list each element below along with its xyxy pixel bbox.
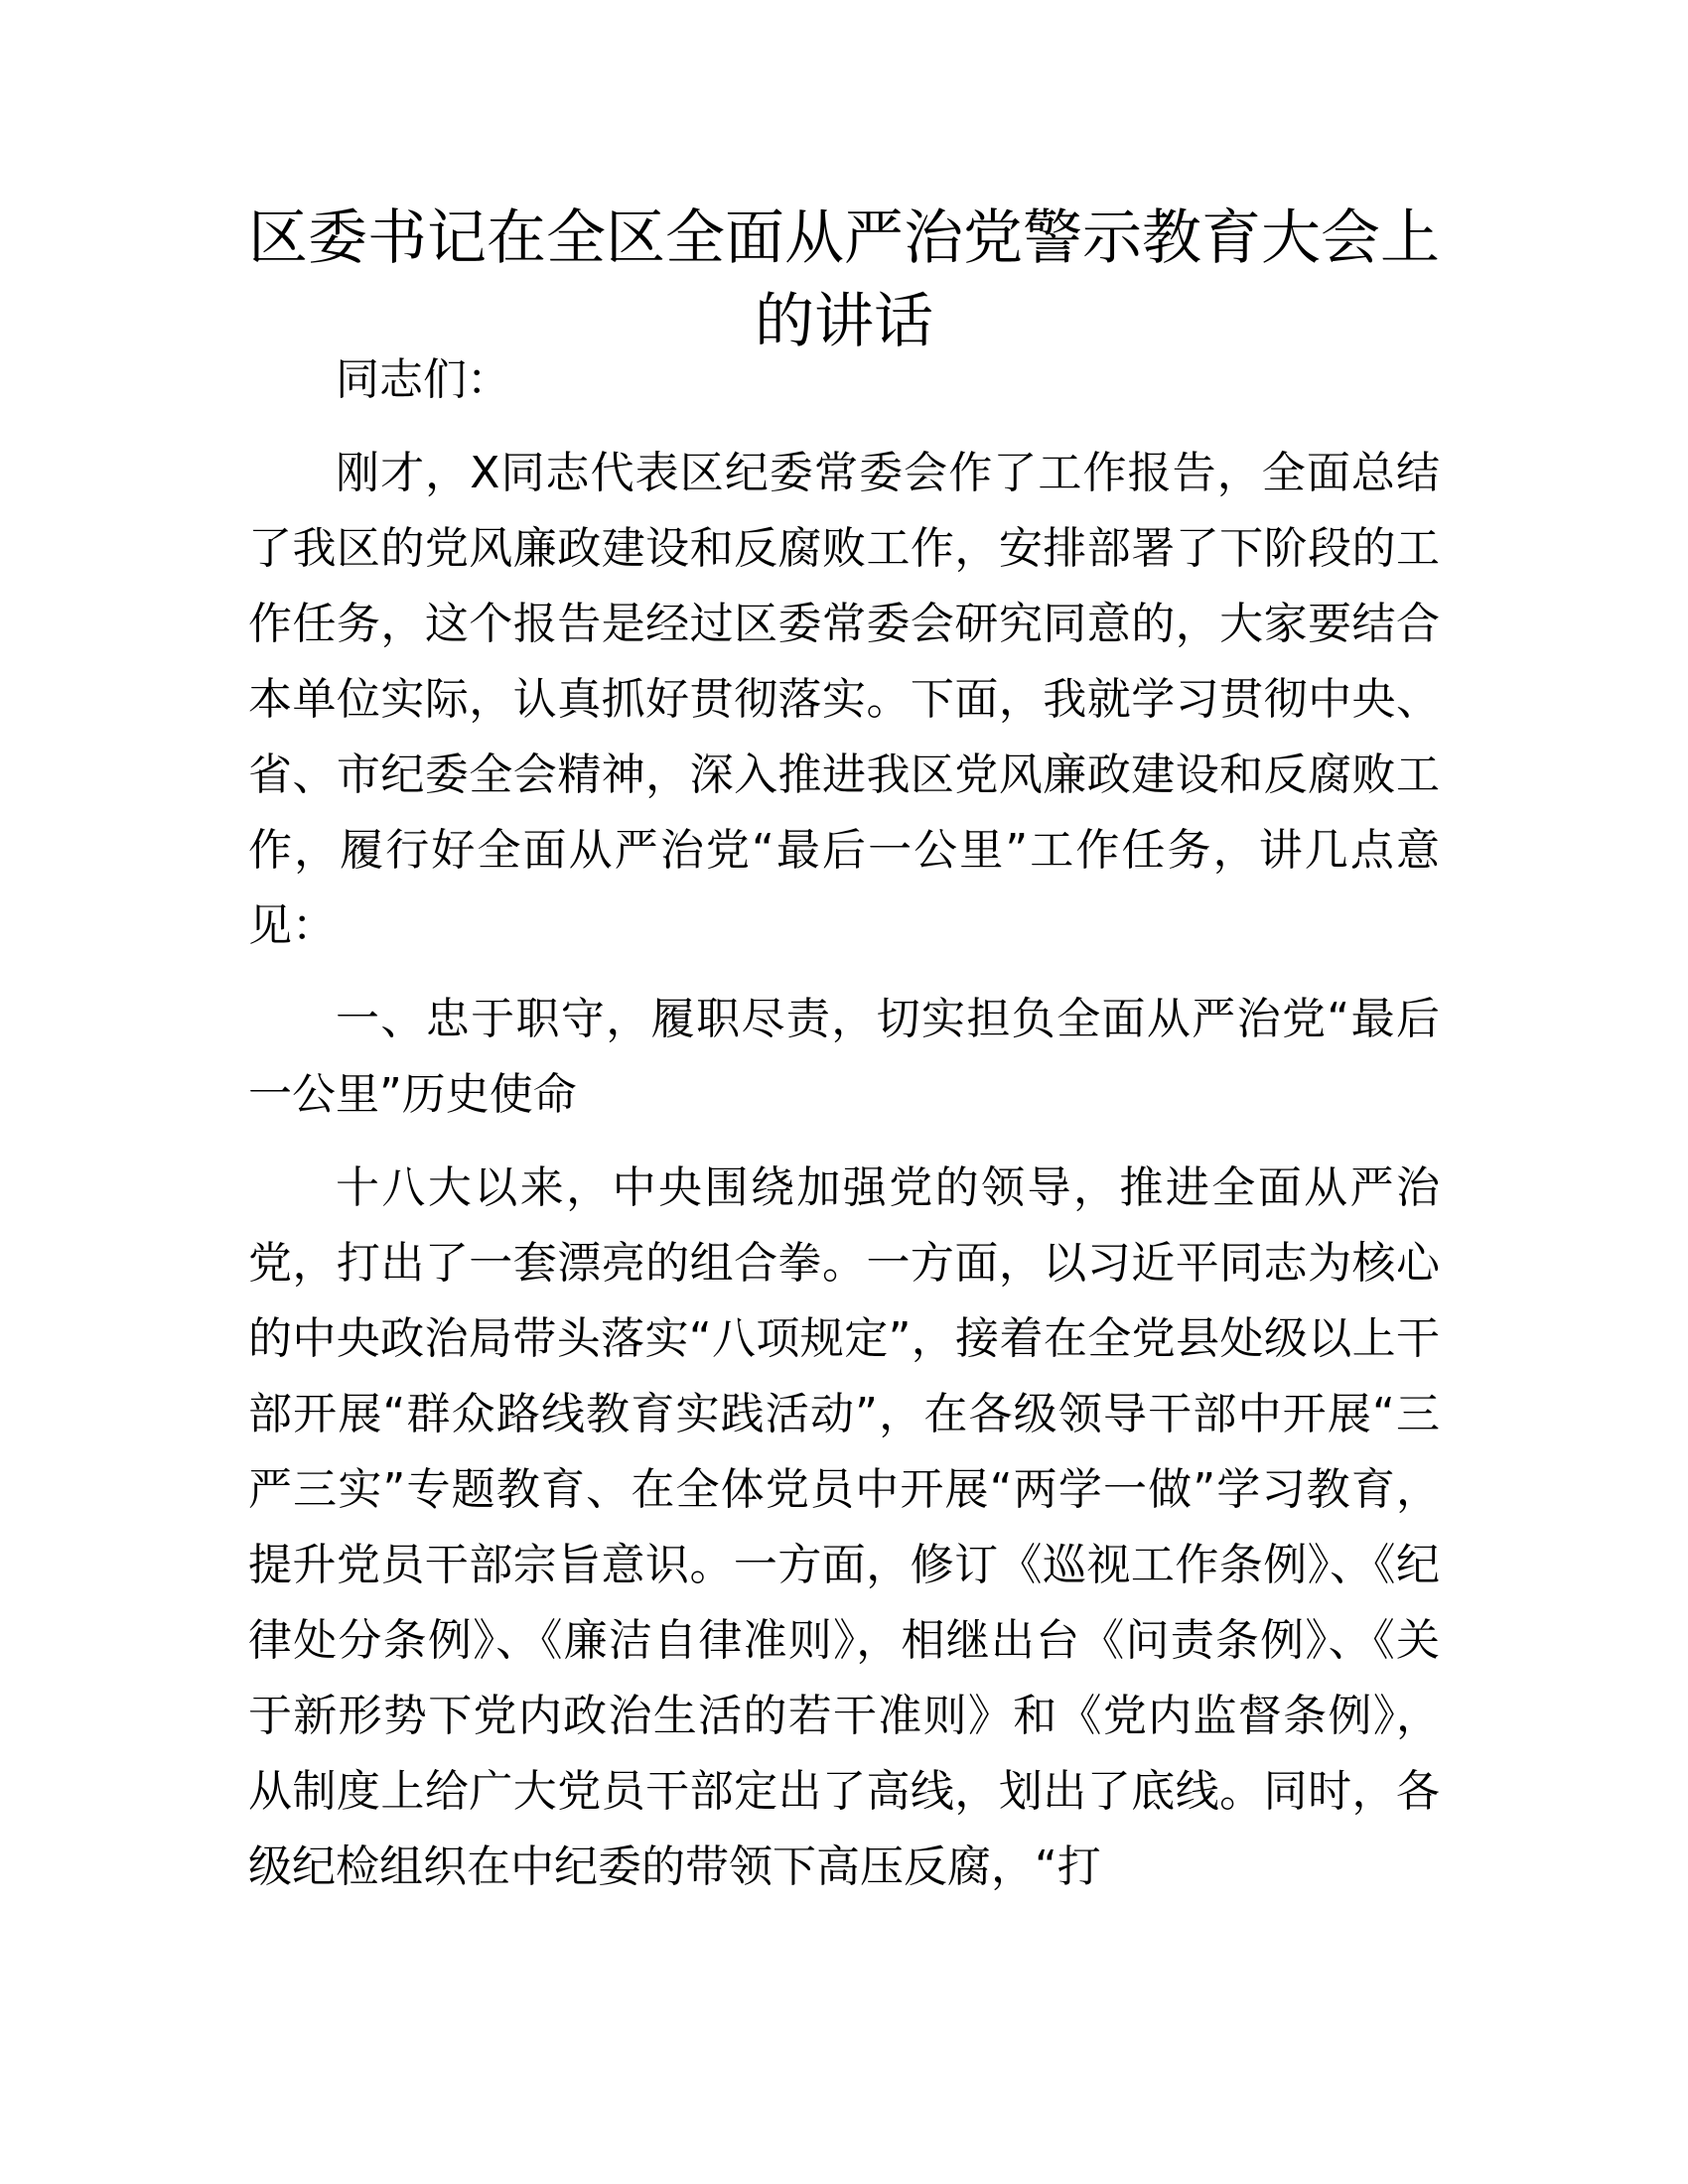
intro-paragraph: 刚才，X同志代表区纪委常委会作了工作报告，全面总结了我区的党风廉政建设和反腐败工作，安排部署了下阶段的工作任务，这个报告是经过区委常委会研究同意的，大家要结合本单位实际，认真抓好贯彻落实。下面，我就学习贯彻中央、省、市纪委全会精神，深入推进我区党风廉政建设和反腐败工作，履行好全面从严治党“最后一公里”工作任务，讲几点意见： [248, 448, 1440, 951]
section-heading-1: 一、忠于职守，履职尽责，切实担负全面从严治党“最后一公里”历史使命 [248, 994, 1440, 1120]
body-paragraph: 十八大以来，中央围绕加强党的领导，推进全面从严治党，打出了一套漂亮的组合拳。一方面，以习近平同志为核心的中央政治局带头落实“八项规定”，接着在全党县处级以上干部开展“群众路线教育实践活动”，在各级领导干部中开展“三严三实”专题教育、在全体党员中开展“两学一做”学习教育，提升党员干部宗旨意识。一方面，修订《巡视工作条例》、《纪律处分条例》、《廉洁自律准则》，相继出台《问责条例》、《关于新形势下党内政治生活的若干准则》和《党内监督条例》，从制度上给广大党员干部定出了高线，划出了底线。同时，各级纪检组织在中纪委的带领下高压反腐，“打 [248, 1162, 1440, 1892]
document-body [248, 342, 1440, 1923]
salutation-paragraph: 同志们： [336, 354, 510, 405]
document-title: 区委书记在全区全面从严治党警示教育大会上的讲话 [248, 204, 1440, 356]
